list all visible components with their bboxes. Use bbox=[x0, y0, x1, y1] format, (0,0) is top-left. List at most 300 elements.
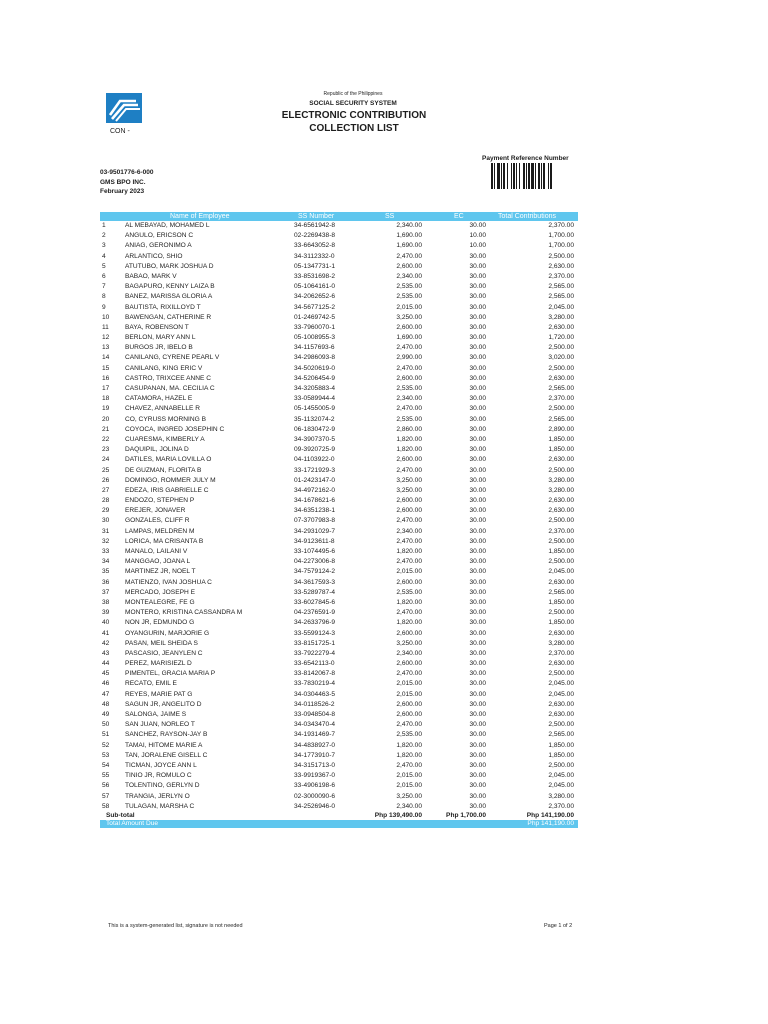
col-ss-header: SS bbox=[385, 213, 395, 220]
ec-amount: 30.00 bbox=[469, 415, 486, 423]
employee-name: CANILANG, CYRENE PEARL V bbox=[125, 354, 220, 362]
ss-amount: 2,015.00 bbox=[396, 772, 422, 780]
total-contribution: 2,370.00 bbox=[548, 649, 574, 657]
ss-number: 34-3617593-3 bbox=[294, 578, 336, 586]
total-contribution: 1,850.00 bbox=[548, 548, 574, 555]
ss-number: 34-4972162-0 bbox=[294, 486, 336, 494]
row-number: 5 bbox=[102, 262, 106, 270]
table-row bbox=[100, 771, 578, 781]
ss-amount: 1,820.00 bbox=[396, 741, 422, 749]
row-number: 53 bbox=[102, 751, 110, 759]
row-number: 4 bbox=[102, 252, 106, 260]
employer-number: 03-9501776-6-000 bbox=[100, 169, 154, 176]
ec-amount: 30.00 bbox=[469, 792, 486, 800]
table-row bbox=[100, 690, 578, 700]
table-row bbox=[100, 496, 578, 506]
ss-number: 34-0304463-5 bbox=[294, 690, 336, 698]
ss-amount: 2,340.00 bbox=[396, 222, 422, 229]
employee-name: SAN JUAN, NORLEO T bbox=[125, 721, 195, 729]
table-row bbox=[100, 415, 578, 425]
subtotal-label: Sub-total bbox=[106, 811, 135, 819]
total-contribution: 2,565.00 bbox=[548, 731, 574, 739]
row-number: 22 bbox=[102, 435, 110, 443]
subtotal-ec: Php 1,700.00 bbox=[446, 811, 486, 819]
row-number: 46 bbox=[102, 680, 110, 688]
ec-amount: 30.00 bbox=[469, 751, 486, 759]
col-total-header: Total Contributions bbox=[498, 213, 556, 220]
ss-amount: 2,600.00 bbox=[396, 262, 422, 270]
employee-name: BABAO, MARK V bbox=[125, 272, 177, 280]
total-contribution: 2,630.00 bbox=[548, 660, 574, 668]
ss-number: 35-1132074-2 bbox=[294, 415, 335, 423]
employee-name: OYANGURIN, MARJORIE G bbox=[125, 629, 210, 637]
col-ssn-header: SS Number bbox=[298, 213, 335, 220]
ec-amount: 30.00 bbox=[469, 619, 486, 627]
table-header bbox=[100, 212, 578, 221]
employee-name: MERCADO, JOSEPH E bbox=[125, 588, 195, 596]
republic-label: Republic of the Philippines bbox=[323, 91, 383, 97]
ec-amount: 30.00 bbox=[469, 486, 486, 494]
total-contribution: 2,565.00 bbox=[548, 293, 574, 301]
employee-name: LAMPAS, MELDREN M bbox=[125, 527, 195, 535]
employee-name: MONTERO, KRISTINA CASSANDRA M bbox=[125, 609, 243, 617]
row-number: 54 bbox=[102, 761, 110, 769]
ec-amount: 10.00 bbox=[469, 232, 486, 240]
employee-name: BAYA, ROBENSON T bbox=[125, 323, 189, 331]
employee-name: SALONGA, JAIME S bbox=[125, 711, 187, 718]
document-title bbox=[256, 110, 452, 135]
table-row bbox=[100, 435, 578, 445]
ss-amount: 2,470.00 bbox=[396, 558, 422, 566]
employee-name: CATAMORA, HAZEL E bbox=[125, 395, 193, 403]
ss-number: 34-5677125-2 bbox=[294, 303, 336, 311]
ec-amount: 30.00 bbox=[469, 548, 486, 555]
employee-name: BAUTISTA, RIXILLOYD T bbox=[125, 303, 201, 311]
table-row bbox=[100, 455, 578, 465]
table-row bbox=[100, 476, 578, 486]
ec-amount: 30.00 bbox=[469, 527, 486, 535]
total-contribution: 2,500.00 bbox=[548, 252, 574, 260]
ss-amount: 2,535.00 bbox=[396, 293, 422, 301]
employee-name: BERLON, MARY ANN L bbox=[125, 334, 196, 342]
ss-amount: 3,250.00 bbox=[396, 476, 422, 484]
ec-amount: 30.00 bbox=[469, 782, 486, 790]
row-number: 47 bbox=[102, 690, 110, 698]
ec-amount: 30.00 bbox=[469, 609, 486, 617]
total-contribution: 1,850.00 bbox=[548, 741, 574, 749]
employer-info bbox=[100, 168, 154, 197]
row-number: 34 bbox=[102, 558, 110, 566]
ss-number: 34-4838927-0 bbox=[294, 741, 336, 749]
total-due-label: Total Amount Due bbox=[106, 820, 159, 828]
total-contribution: 2,630.00 bbox=[548, 323, 574, 331]
ss-number: 34-2633796-9 bbox=[294, 619, 336, 627]
total-contribution: 2,045.00 bbox=[548, 568, 574, 576]
employee-name: MANALO, LAILANI V bbox=[125, 548, 188, 555]
table-row bbox=[100, 466, 578, 476]
total-due-value: Php 141,190.00 bbox=[527, 820, 574, 828]
table-row bbox=[100, 710, 578, 720]
employee-name: RECATO, EMIL E bbox=[125, 680, 177, 688]
row-number: 41 bbox=[102, 629, 110, 637]
ss-amount: 2,340.00 bbox=[396, 649, 422, 657]
employee-name: CHAVEZ, ANNABELLE R bbox=[125, 405, 200, 413]
ec-amount: 30.00 bbox=[469, 354, 486, 362]
total-contribution: 1,720.00 bbox=[548, 334, 574, 342]
row-number: 3 bbox=[102, 242, 106, 250]
employee-name: BAWENGAN, CATHERINE R bbox=[125, 313, 212, 321]
ss-number: 01-2469742-5 bbox=[294, 313, 336, 321]
ec-amount: 30.00 bbox=[469, 721, 486, 729]
row-number: 23 bbox=[102, 446, 110, 454]
total-contribution: 2,565.00 bbox=[548, 588, 574, 596]
ss-amount: 2,860.00 bbox=[396, 425, 422, 433]
table-row bbox=[100, 506, 578, 516]
row-number: 44 bbox=[102, 660, 110, 668]
ec-amount: 30.00 bbox=[469, 476, 486, 484]
col-ec-header: EC bbox=[454, 213, 464, 220]
table-row bbox=[100, 527, 578, 537]
employee-name: CANILANG, KING ERIC V bbox=[125, 364, 203, 372]
total-contribution: 2,500.00 bbox=[548, 364, 574, 372]
ss-number: 33-6542113-0 bbox=[294, 660, 335, 668]
row-number: 20 bbox=[102, 415, 110, 423]
ss-amount: 2,015.00 bbox=[396, 680, 422, 688]
ec-amount: 30.00 bbox=[469, 700, 486, 708]
ss-amount: 2,340.00 bbox=[396, 395, 422, 403]
ss-number: 04-2273006-8 bbox=[294, 558, 336, 566]
ss-amount: 3,250.00 bbox=[396, 313, 422, 321]
row-number: 21 bbox=[102, 425, 110, 433]
ss-amount: 3,250.00 bbox=[396, 486, 422, 494]
ss-number: 34-3205883-4 bbox=[294, 385, 336, 392]
employee-name: PASCASIO, JEANYLEN C bbox=[125, 649, 203, 657]
employee-name: MONTEALEGRE, FE G bbox=[125, 598, 195, 606]
ss-amount: 2,600.00 bbox=[396, 578, 422, 586]
ss-number: 04-2376591-9 bbox=[294, 609, 336, 617]
ec-amount: 30.00 bbox=[469, 293, 486, 301]
ec-amount: 30.00 bbox=[469, 283, 486, 291]
ss-amount: 1,690.00 bbox=[396, 242, 422, 250]
total-contribution: 1,850.00 bbox=[548, 751, 574, 759]
ec-amount: 10.00 bbox=[469, 242, 486, 250]
ss-number: 34-9123611-8 bbox=[294, 537, 335, 545]
employee-name: DATILES, MARIA LOVILLA O bbox=[125, 456, 212, 464]
title-line-2: COLLECTION LIST bbox=[309, 122, 399, 134]
total-contribution: 2,045.00 bbox=[548, 303, 574, 311]
table-row bbox=[100, 252, 578, 262]
ss-number: 34-1157693-6 bbox=[294, 344, 335, 352]
total-contribution: 2,500.00 bbox=[548, 466, 574, 474]
row-number: 40 bbox=[102, 619, 110, 627]
employee-name: CO, CYRUSS MORNING B bbox=[125, 415, 206, 423]
ss-amount: 2,015.00 bbox=[396, 782, 422, 790]
table-row bbox=[100, 618, 578, 628]
ss-number: 04-1103922-0 bbox=[294, 456, 335, 464]
row-number: 6 bbox=[102, 272, 106, 280]
total-contribution: 2,630.00 bbox=[548, 456, 574, 464]
ss-amount: 2,600.00 bbox=[396, 374, 422, 382]
employee-name: ARLANTICO, SHIO bbox=[125, 252, 183, 260]
ss-amount: 3,250.00 bbox=[396, 639, 422, 647]
employee-name: TINIO JR, ROMULO C bbox=[125, 772, 192, 780]
total-contribution: 1,850.00 bbox=[548, 598, 574, 606]
employee-name: ATUTUBO, MARK JOSHUA D bbox=[125, 262, 214, 270]
row-number: 24 bbox=[102, 456, 110, 464]
row-number: 27 bbox=[102, 486, 110, 494]
total-contribution: 2,630.00 bbox=[548, 497, 574, 505]
total-contribution: 2,370.00 bbox=[548, 395, 574, 403]
ss-amount: 2,015.00 bbox=[396, 303, 422, 311]
table-row bbox=[100, 547, 578, 557]
total-contribution: 3,280.00 bbox=[548, 486, 574, 494]
applicable-period: February 2023 bbox=[100, 188, 145, 195]
ss-number: 33-8151725-1 bbox=[294, 639, 336, 647]
row-number: 18 bbox=[102, 395, 110, 403]
ss-amount: 2,535.00 bbox=[396, 588, 422, 596]
table-row bbox=[100, 669, 578, 679]
employee-name: BAGAPURO, KENNY LAIZA B bbox=[125, 283, 215, 291]
total-contribution: 2,500.00 bbox=[548, 761, 574, 769]
employee-name: BURGOS JR, IBELO B bbox=[125, 344, 193, 352]
table-row bbox=[100, 629, 578, 639]
total-contribution: 1,850.00 bbox=[548, 446, 574, 454]
table-row bbox=[100, 761, 578, 771]
ss-amount: 1,820.00 bbox=[396, 619, 422, 627]
row-number: 10 bbox=[102, 313, 110, 321]
ss-number: 33-9919367-0 bbox=[294, 772, 336, 780]
employee-name: TRANGIA, JERLYN O bbox=[125, 792, 190, 800]
total-contribution: 3,280.00 bbox=[548, 792, 574, 800]
ss-amount: 2,015.00 bbox=[396, 690, 422, 698]
total-contribution: 2,565.00 bbox=[548, 415, 574, 423]
table-row bbox=[100, 486, 578, 496]
ec-amount: 30.00 bbox=[469, 568, 486, 576]
row-number: 15 bbox=[102, 364, 110, 372]
total-contribution: 2,370.00 bbox=[548, 272, 574, 280]
ss-number: 34-3907370-5 bbox=[294, 435, 336, 443]
employee-name: MANGGAO, JOANA L bbox=[125, 558, 191, 566]
col-name-header: Name of Employee bbox=[170, 213, 230, 220]
row-number: 29 bbox=[102, 507, 110, 515]
table-row bbox=[100, 537, 578, 547]
ss-number: 33-5599124-3 bbox=[294, 629, 336, 637]
ec-amount: 30.00 bbox=[469, 344, 486, 352]
row-number: 14 bbox=[102, 354, 110, 362]
employee-name: MARTINEZ JR, NOEL T bbox=[125, 568, 196, 576]
table-row bbox=[100, 578, 578, 588]
sss-logo-icon bbox=[106, 93, 142, 123]
employee-name: TAMAI, HITOME MARIE A bbox=[125, 741, 203, 749]
employee-name: SAGUN JR, ANGELITO D bbox=[125, 700, 202, 708]
total-contribution: 2,565.00 bbox=[548, 385, 574, 392]
contribution-table bbox=[100, 212, 578, 828]
employee-name: SANCHEZ, RAYSON-JAY B bbox=[125, 731, 208, 739]
total-contribution: 2,630.00 bbox=[548, 629, 574, 637]
table-row bbox=[100, 516, 578, 526]
ss-amount: 3,250.00 bbox=[396, 792, 422, 800]
table-row bbox=[100, 425, 578, 435]
table-row bbox=[100, 272, 578, 282]
ec-amount: 30.00 bbox=[469, 578, 486, 586]
ss-number: 34-2986093-8 bbox=[294, 354, 336, 362]
ss-amount: 2,470.00 bbox=[396, 761, 422, 769]
ss-amount: 2,470.00 bbox=[396, 537, 422, 545]
ss-number: 34-5206454-9 bbox=[294, 374, 336, 382]
ss-number: 34-1931469-7 bbox=[294, 731, 336, 739]
total-contribution: 2,370.00 bbox=[548, 527, 574, 535]
ss-number: 09-3920725-9 bbox=[294, 446, 336, 454]
employee-name: ANGULO, ERICSON C bbox=[125, 232, 194, 240]
total-contribution: 2,630.00 bbox=[548, 374, 574, 382]
row-number: 55 bbox=[102, 772, 110, 780]
row-number: 11 bbox=[102, 323, 109, 331]
ss-amount: 1,820.00 bbox=[396, 435, 422, 443]
ss-amount: 2,535.00 bbox=[396, 283, 422, 291]
ec-amount: 30.00 bbox=[469, 629, 486, 637]
employee-name: REYES, MARIE PAT G bbox=[125, 690, 193, 698]
employer-name: GMS BPO INC. bbox=[100, 178, 146, 186]
ss-number: 34-1678621-6 bbox=[294, 497, 336, 505]
payment-reference-label: Payment Reference Number bbox=[482, 155, 569, 162]
ss-number: 05-1455005-9 bbox=[294, 405, 336, 413]
ec-amount: 30.00 bbox=[469, 313, 486, 321]
total-contribution: 3,280.00 bbox=[548, 639, 574, 647]
ss-number: 34-6561942-8 bbox=[294, 222, 336, 229]
row-number: 16 bbox=[102, 374, 110, 382]
row-number: 37 bbox=[102, 588, 110, 596]
ec-amount: 30.00 bbox=[469, 741, 486, 749]
row-number: 17 bbox=[102, 385, 110, 392]
ec-amount: 30.00 bbox=[469, 497, 486, 505]
total-contribution: 3,020.00 bbox=[548, 354, 574, 362]
total-contribution: 2,630.00 bbox=[548, 262, 574, 270]
ec-amount: 30.00 bbox=[469, 364, 486, 372]
ec-amount: 30.00 bbox=[469, 772, 486, 780]
table-row bbox=[100, 720, 578, 730]
total-contribution: 2,045.00 bbox=[548, 690, 574, 698]
employee-name: NON JR, EDMUNDO G bbox=[125, 619, 195, 627]
ss-number: 34-1773910-7 bbox=[294, 751, 336, 759]
total-contribution: 2,500.00 bbox=[548, 344, 574, 352]
employee-name: COYOCA, INGRED JOSEPHIN C bbox=[125, 425, 225, 433]
ss-amount: 2,340.00 bbox=[396, 527, 422, 535]
row-number: 42 bbox=[102, 639, 110, 647]
row-number: 1 bbox=[102, 222, 106, 229]
ss-number: 33-1074495-6 bbox=[294, 548, 336, 555]
ss-amount: 2,600.00 bbox=[396, 456, 422, 464]
employee-name: PASAN, MEIL SHEIDA S bbox=[125, 639, 198, 647]
ec-amount: 30.00 bbox=[469, 649, 486, 657]
employee-name: BANEZ, MARISSA GLORIA A bbox=[125, 293, 213, 301]
row-number: 13 bbox=[102, 344, 110, 352]
employee-name: ANIAG, GERONIMO A bbox=[125, 242, 192, 250]
con-label: CON - bbox=[110, 128, 130, 135]
ss-amount: 2,600.00 bbox=[396, 700, 422, 708]
ss-number: 34-2526946-0 bbox=[294, 802, 336, 810]
table-row bbox=[100, 241, 578, 251]
row-number: 58 bbox=[102, 802, 110, 810]
ec-amount: 30.00 bbox=[469, 690, 486, 698]
employee-name: PEREZ, MARISIEZL D bbox=[125, 660, 192, 668]
table-row bbox=[100, 364, 578, 374]
ss-number: 33-0589944-4 bbox=[294, 395, 336, 403]
row-number: 31 bbox=[102, 527, 110, 535]
ec-amount: 30.00 bbox=[469, 639, 486, 647]
table-row bbox=[100, 353, 578, 363]
ec-amount: 30.00 bbox=[469, 405, 486, 413]
ss-amount: 2,470.00 bbox=[396, 405, 422, 413]
table-row bbox=[100, 303, 578, 313]
ss-number: 05-1064161-0 bbox=[294, 283, 336, 291]
table-row bbox=[100, 792, 578, 802]
row-number: 25 bbox=[102, 466, 110, 474]
employee-name: MATIENZO, IVAN JOSHUA C bbox=[125, 578, 212, 586]
ss-amount: 1,820.00 bbox=[396, 598, 422, 606]
total-contribution: 2,500.00 bbox=[548, 517, 574, 525]
subtotal-total: Php 141,190.00 bbox=[526, 811, 574, 819]
ss-amount: 2,600.00 bbox=[396, 497, 422, 505]
ss-number: 33-1721929-3 bbox=[294, 466, 336, 474]
ss-amount: 2,600.00 bbox=[396, 711, 422, 718]
total-contribution: 2,500.00 bbox=[548, 558, 574, 566]
table-row bbox=[100, 751, 578, 761]
ec-amount: 30.00 bbox=[469, 660, 486, 668]
agency-name: SOCIAL SECURITY SYSTEM bbox=[309, 100, 397, 107]
ss-number: 34-7579124-2 bbox=[294, 568, 336, 576]
system-generated-note: This is a system-generated list, signature is not needed bbox=[108, 923, 243, 929]
subtotal-row bbox=[100, 812, 578, 821]
ss-amount: 1,690.00 bbox=[396, 232, 422, 240]
employee-name: CUARESMA, KIMBERLY A bbox=[125, 435, 205, 443]
row-number: 45 bbox=[102, 670, 110, 678]
ss-number: 01-2423147-0 bbox=[294, 476, 336, 484]
ss-number: 33-5289787-4 bbox=[294, 588, 336, 596]
ss-number: 33-8531698-2 bbox=[294, 272, 336, 280]
ec-amount: 30.00 bbox=[469, 731, 486, 739]
ec-amount: 30.00 bbox=[469, 374, 486, 382]
table-row bbox=[100, 404, 578, 414]
table-row bbox=[100, 262, 578, 272]
employee-name: GONZALES, CLIFF R bbox=[125, 517, 190, 525]
table-row bbox=[100, 292, 578, 302]
ss-amount: 2,600.00 bbox=[396, 629, 422, 637]
ec-amount: 30.00 bbox=[469, 334, 486, 342]
table-row bbox=[100, 639, 578, 649]
ss-number: 33-8142067-8 bbox=[294, 670, 336, 678]
ec-amount: 30.00 bbox=[469, 588, 486, 596]
table-row bbox=[100, 333, 578, 343]
table-row bbox=[100, 649, 578, 659]
row-number: 12 bbox=[102, 334, 110, 342]
ss-number: 33-7922279-4 bbox=[294, 649, 336, 657]
row-number: 19 bbox=[102, 405, 110, 413]
ss-amount: 2,015.00 bbox=[396, 568, 422, 576]
ec-amount: 30.00 bbox=[469, 680, 486, 688]
total-contribution: 2,630.00 bbox=[548, 700, 574, 708]
table-row bbox=[100, 445, 578, 455]
table-row bbox=[100, 282, 578, 292]
ec-amount: 30.00 bbox=[469, 517, 486, 525]
ss-amount: 2,600.00 bbox=[396, 660, 422, 668]
total-contribution: 2,630.00 bbox=[548, 507, 574, 515]
ss-amount: 1,690.00 bbox=[396, 334, 422, 342]
total-contribution: 2,500.00 bbox=[548, 670, 574, 678]
ec-amount: 30.00 bbox=[469, 802, 486, 810]
page-number: Page 1 of 2 bbox=[544, 923, 573, 929]
total-contribution: 3,280.00 bbox=[548, 313, 574, 321]
employee-name: ENDOZO, STEPHEN P bbox=[125, 497, 195, 505]
